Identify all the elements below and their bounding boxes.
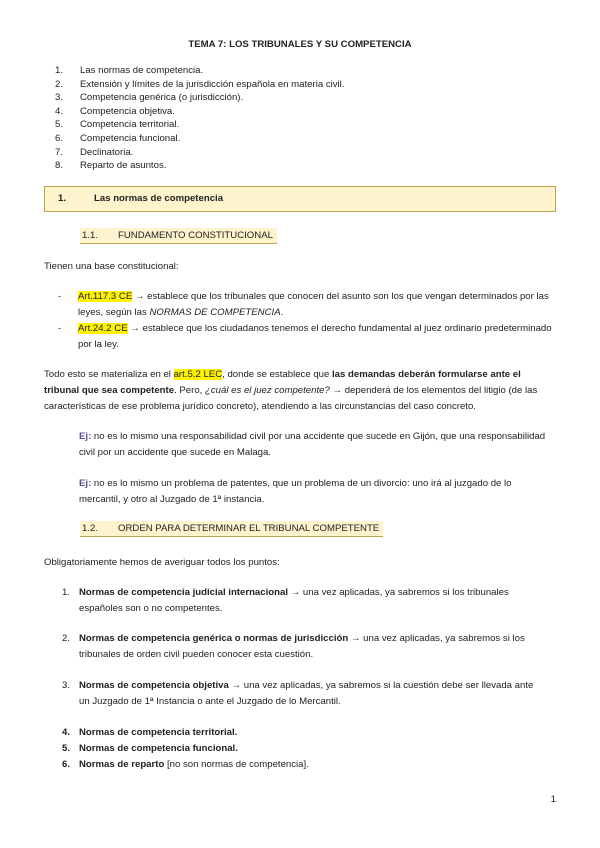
body-paragraph: Todo esto se materializa en el art.5.2 LEC, donde se establece que las demandas deberán formularse ante el tribunal que sea competente. Pero, ¿cuál es el juez competente? → dependerá de los elementos del litigio (de las características de ese problema jurídico concreto), atendiendo a las circunstancias del caso concreto. — [44, 369, 538, 412]
list-item: 4. Normas de competencia territorial. — [62, 727, 238, 738]
subsection-heading-1: 1.1. FUNDAMENTO CONSTITUCIONAL — [80, 228, 277, 244]
toc-item: 3. Competencia genérica (o jurisdicción). — [55, 92, 244, 104]
intro-text: Tienen una base constitucional: — [44, 261, 179, 272]
example-paragraph: Ej: no es lo mismo un problema de patentes, que un problema de un divorcio: uno irá al juzgado de lo mercantil, y otro al Juzgado de 1ª instancia. — [79, 478, 512, 505]
toc-item: 8. Reparto de asuntos. — [55, 160, 167, 172]
toc-item: 7. Declinatoria. — [55, 146, 134, 158]
subsection-heading-2: 1.2. ORDEN PARA DETERMINAR EL TRIBUNAL COMPETENTE — [80, 521, 383, 537]
document-title: TEMA 7: LOS TRIBUNALES Y SU COMPETENCIA — [188, 39, 412, 50]
intro-text-2: Obligatoriamente hemos de averiguar todos los puntos: — [44, 557, 280, 568]
toc-item: 6. Competencia funcional. — [55, 132, 181, 144]
toc-item: 1. Las normas de competencia. — [55, 65, 204, 76]
list-item: 6. Normas de reparto [no son normas de competencia]. — [62, 759, 309, 770]
toc-item: 4. Competencia objetiva. — [55, 105, 175, 117]
toc-item: 2. Extensión y límites de la jurisdicción española en materia civil. — [55, 78, 345, 90]
table-of-contents — [55, 64, 344, 173]
bullet-item: - Art.117.3 CE → establece que los tribunales que conocen del asunto son los que vengan determinados por las leyes, según las NORMAS DE COMPETENCIA. — [58, 291, 549, 318]
bullet-item: - Art.24.2 CE → establece que los ciudadanos tenemos el derecho fundamental al juez ordinario predeterminado por la ley. — [58, 323, 552, 350]
page-number: 1 — [550, 794, 556, 805]
list-item: 1. Normas de competencia judicial internacional → una vez aplicadas, ya sabremos si los tribunales españoles son o no competentes. — [62, 587, 509, 614]
list-item: 2. Normas de competencia genérica o normas de jurisdicción → una vez aplicadas, ya sabremos si los tribunales de orden civil pueden conocer esta cuestión. — [62, 633, 525, 660]
toc-item: 5. Competencia territorial. — [55, 119, 180, 131]
example-paragraph: Ej: no es lo mismo una responsabilidad civil por una accidente que sucede en Gijón, que una responsabilidad civil por un accidente que sucede en Malaga. — [79, 431, 546, 458]
list-item: 3. Normas de competencia objetiva → una vez aplicadas, ya sabremos si la cuestión debe ser llevada ante un Juzgado de 1ª Instancia o ante el Juzgado de lo Mercantil. — [62, 680, 534, 707]
section-heading: 1. Las normas de competencia — [44, 186, 556, 212]
list-item: 5. Normas de competencia funcional. — [62, 743, 238, 754]
